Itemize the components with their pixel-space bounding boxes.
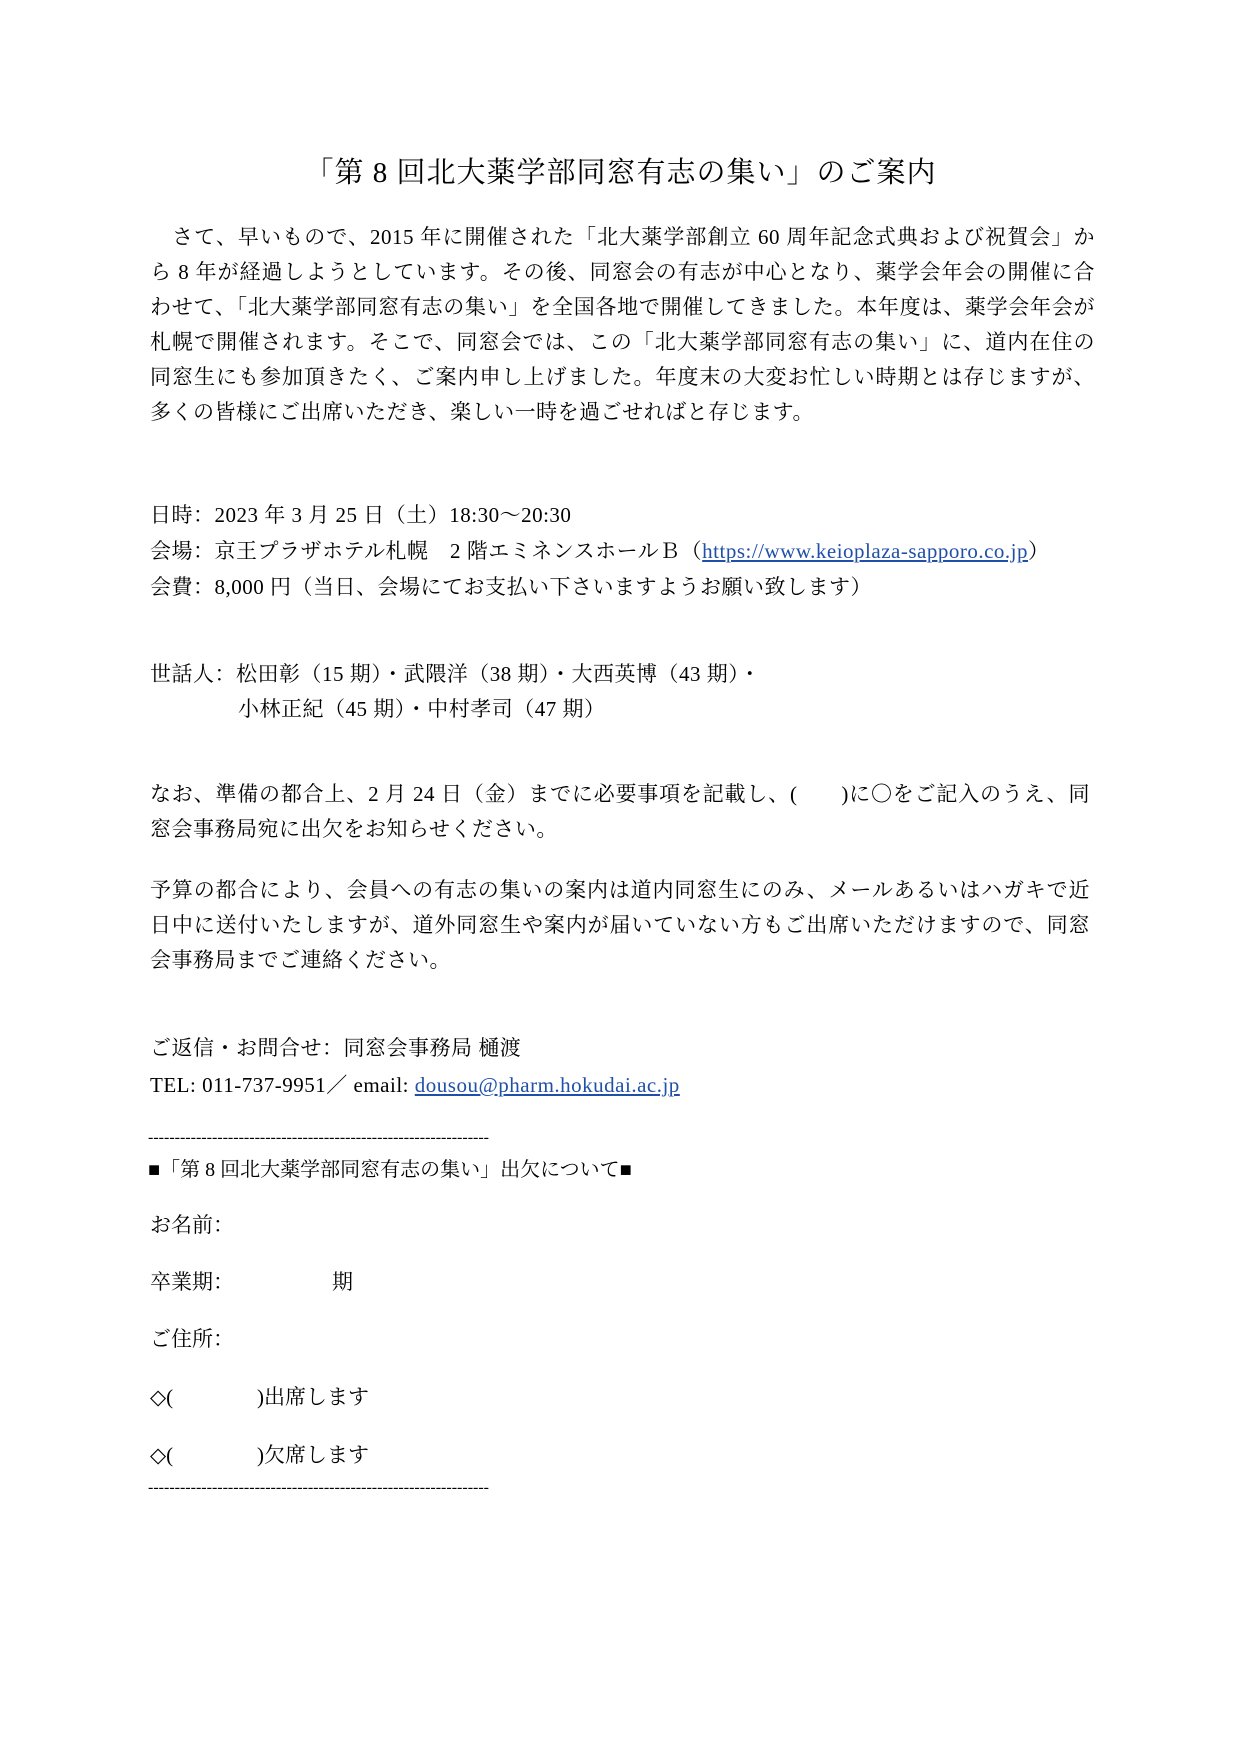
absent-bracket: ◇( [150,1443,174,1467]
address-field[interactable] [150,1324,234,1354]
reply-form-title: ■「第 8 回北大薬学部同窓有志の集い」出欠について■ [148,1159,632,1181]
organizers [150,657,1090,727]
intro-paragraph [150,220,1095,430]
intro-line: 多くの皆様にご出席いただき、楽しい一時を過ごせればと存じます。 [150,400,814,424]
contact-tel: TEL: 011-737-9951／ email: [150,1073,415,1097]
page-title: 「第 8 回北大薬学部同窓有志の集い」のご案内 [304,157,937,189]
graduation-label: 卒業期： [150,1270,234,1294]
contact-info [150,1030,1090,1104]
intro-line: さて、早いもので、2015 年に開催された「北大薬学部創立 60 周年記念式典および祝賀会」か [150,225,1095,249]
contact-email-link[interactable]: dousou@pharm.hokudai.ac.jp [414,1073,680,1097]
address-label: ご住所： [150,1327,234,1351]
name-label: お名前： [150,1213,234,1237]
organizers-line: 小林正紀（45 期）・中村孝司（47 期） [238,697,606,721]
venue-link[interactable]: https://www.keioplaza-sapporo.co.jp [702,539,1028,563]
intro-line: ら 8 年が経過しようとしています。その後、同窓会の有志が中心となり、薬学会年会の開催に合 [150,260,1095,284]
event-datetime: 日時：2023 年 3 月 25 日（土）18:30〜20:30 [150,503,572,527]
intro-line: 札幌で開催されます。そこで、同窓会では、この「北大薬学部同窓有志の集い」に、道内在住の [150,330,1095,354]
event-venue [150,533,1090,569]
deadline-notice [150,777,1090,847]
intro-line: わせて、「北大薬学部同窓有志の集い」を全国各地で開催してきました。本年度は、薬学会年会が [150,295,1095,319]
graduation-field[interactable] [150,1267,353,1297]
divider-line: ---------------------------------------------------------------- [148,1129,489,1146]
attend-label: )出席します [257,1385,369,1409]
contact-tel-email [150,1067,1090,1104]
notice-line: なお、準備の都合上、2 月 24 日（金）までに必要事項を記載し、( )に〇をご記入のうえ、同 [150,782,1090,806]
divider-line: ---------------------------------------------------------------- [148,1479,489,1496]
intro-line: 同窓生にも参加頂きたく、ご案内申し上げました。年度末の大変お忙しい時期とは存じますが、 [150,365,1095,389]
notice-line: 窓会事務局宛に出欠をお知らせください。 [150,817,558,841]
budget-notice [150,873,1090,978]
notice-line: 予算の都合により、会員への有志の集いの案内は道内同窓生にのみ、メールあるいはハガキで近 [150,878,1090,902]
attend-bracket: ◇( [150,1385,174,1409]
event-fee: 会費：8,000 円（当日、会場にてお支払い下さいますようお願い致します） [150,575,872,599]
name-field[interactable] [150,1210,234,1240]
notice-line: 会事務局までご連絡ください。 [150,948,451,972]
notice-line: 日中に送付いたしますが、道外同窓生や案内が届いていない方もご出席いただけますので、同窓 [150,913,1090,937]
venue-text: 会場：京王プラザホテル札幌 2 階エミネンスホールＢ（ [150,539,703,563]
graduation-unit: 期 [332,1270,353,1294]
venue-close: ） [1027,539,1050,563]
event-details [150,497,1090,605]
absent-label: )欠席します [257,1443,369,1467]
contact-office: ご返信・お問合せ：同窓会事務局 樋渡 [150,1036,522,1060]
organizers-line: 世話人：松田彰（15 期）・武隈洋（38 期）・大西英博（43 期）・ [150,662,761,686]
